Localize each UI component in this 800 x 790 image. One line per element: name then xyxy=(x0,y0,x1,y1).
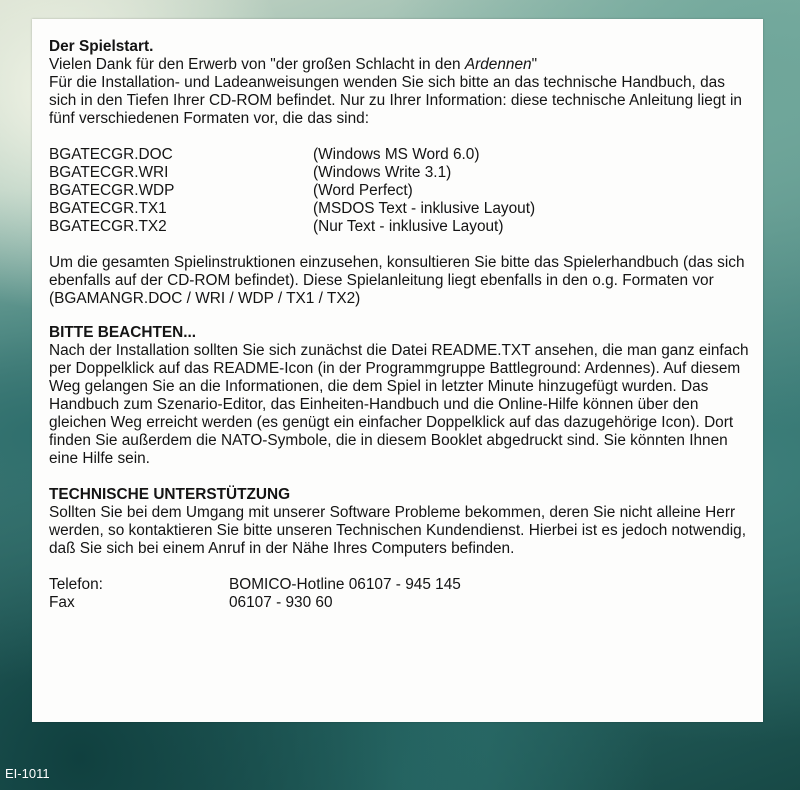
thanks-text: Vielen Dank für den Erwerb von "der großen Schlacht in den xyxy=(49,56,465,73)
booklet-page xyxy=(32,19,763,722)
format-desc: (Nur Text - inklusive Layout) xyxy=(313,218,504,235)
contact-label: Fax xyxy=(49,594,75,611)
thanks-end: " xyxy=(531,56,538,73)
format-list xyxy=(49,146,755,236)
format-desc: (MSDOS Text - inklusive Layout) xyxy=(313,200,536,217)
format-row xyxy=(49,164,755,182)
contact-row xyxy=(49,576,755,594)
notice-paragraph: Nach der Installation sollten Sie sich zunächst die Datei README.TXT ansehen, die man ganz einfach per Doppelklick auf das README-Icon (in der Programmgruppe Battleground: Ardennes). Auf diesem Weg gelangen Sie an die Informationen, die dem Spiel in letzter Minute hinzugefügt wurden. Das Handbuch zum Szenario-Editor, das Einheiten-Handbuch und die Online-Hilfe können über den gleichen Weg erreicht werden (es genügt ein einfacher Doppelklick auf das dazugehörige Icon). Dort finden Sie außerdem die NATO-Symbole, die in diesem Booklet abgedruckt sind. Sie könnten Ihnen eine Hilfe sein. xyxy=(49,342,749,467)
thanks-emphasis: Ardennen xyxy=(464,56,532,73)
heading-support: TECHNISCHE UNTERSTÜTZUNG xyxy=(49,486,291,503)
heading-notice: BITTE BEACHTEN... xyxy=(49,324,197,341)
format-file: BGATECGR.TX2 xyxy=(49,218,167,235)
format-desc: (Windows Write 3.1) xyxy=(313,164,452,181)
format-row xyxy=(49,182,755,200)
format-desc: (Windows MS Word 6.0) xyxy=(313,146,480,163)
format-row xyxy=(49,218,755,236)
contact-label: Telefon: xyxy=(49,576,103,593)
support-paragraph: Sollten Sie bei dem Umgang mit unserer Software Probleme bekommen, deren Sie nicht alleine Herr werden, so kontaktieren Sie bitte unseren Technischen Kundendienst. Hierbei ist es jedoch notwendig, daß Sie sich bei einem Anruf in der Nähe Ihres Computers befinden. xyxy=(49,504,747,557)
installation-paragraph: Für die Installation- und Ladeanweisungen wenden Sie sich bitte an das technische Handbuch, das sich in den Tiefen Ihrer CD-ROM befindet. Nur zu Ihrer Information: diese technische Anleitung liegt in fünf verschiedenen Formaten vor, die das sind: xyxy=(49,74,742,127)
format-row xyxy=(49,146,755,164)
format-row xyxy=(49,200,755,218)
format-file: BGATECGR.DOC xyxy=(49,146,173,163)
footer-code: EI-1011 xyxy=(5,766,50,781)
contact-value: BOMICO-Hotline 06107 - 945 145 xyxy=(229,576,461,593)
contact-row xyxy=(49,594,755,612)
instructions-paragraph: Um die gesamten Spielinstruktionen einzusehen, konsultieren Sie bitte das Spielerhandbuch (das sich ebenfalls auf der CD-ROM befindet). Diese Spielanleitung liegt ebenfalls in den o.g. Formaten vor (BGAMANGR.DOC / WRI / WDP / TX1 / TX2) xyxy=(49,254,745,307)
format-desc: (Word Perfect) xyxy=(313,182,413,199)
format-file: BGATECGR.TX1 xyxy=(49,200,167,217)
format-file: BGATECGR.WRI xyxy=(49,164,169,181)
format-file: BGATECGR.WDP xyxy=(49,182,175,199)
contact-list xyxy=(49,576,755,612)
contact-value: 06107 - 930 60 xyxy=(229,594,333,611)
heading-start: Der Spielstart. xyxy=(49,38,154,55)
thanks-line xyxy=(49,56,755,74)
page-content xyxy=(49,38,755,612)
